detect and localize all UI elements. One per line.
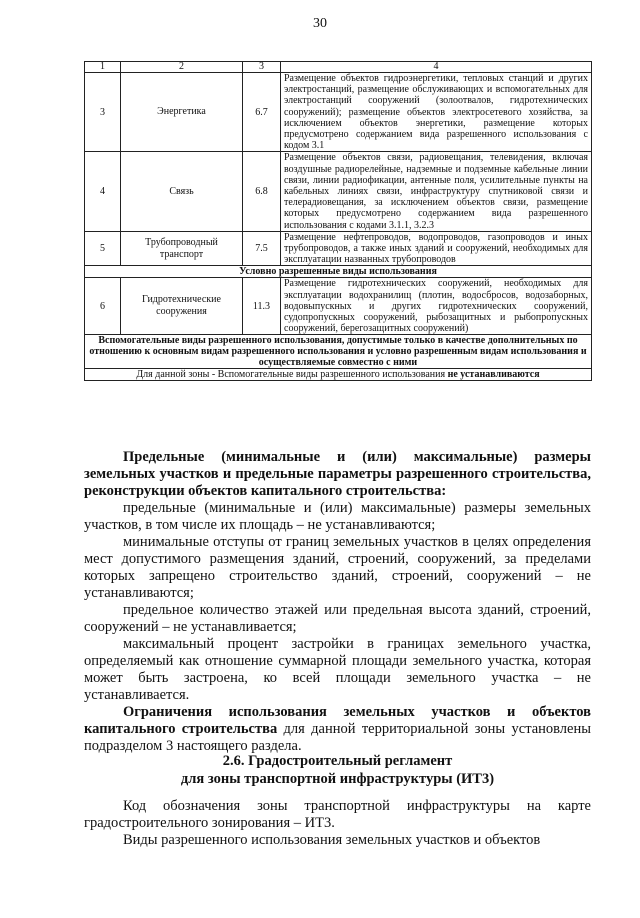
use-name: Связь (121, 152, 243, 231)
auxiliary-note-status: не устанавливаются (447, 369, 540, 381)
use-code: 6.7 (243, 73, 281, 152)
auxiliary-uses-note-row (85, 369, 592, 381)
auxiliary-uses-heading: Вспомогательные виды разрешенного использования, допустимые только в качестве дополнительных по отношению к основным видам разрешенного использования и условно разрешенным видам использования и осуществляемые совместно с ними (85, 335, 592, 369)
section-body (84, 798, 591, 849)
page-number: 30 (313, 16, 327, 31)
limits-paragraph: минимальные отступы от границ земельных участков в целях определения мест допустимого размещения зданий, строений, сооружений, за пределами которых запрещено строительство зданий, строений, сооружений – не устанавливаются; (84, 534, 591, 601)
row-number: 5 (85, 231, 121, 266)
table-row (85, 278, 592, 335)
restrictions-paragraph (84, 704, 591, 755)
use-description: Размещение объектов связи, радиовещания, телевидения, включая воздушные радиорелейные, надземные и подземные кабельные линии связи, линии радиофикации, антенные поля, усилительные пункты на кабельных линиях связи, инфраструктуру спутниковой связи и телерадиовещания, за исключением объектов связи, размещение которых предусмотрено содержанием вида разрешенного использования с кодами 3.1.1, 3.2.3 (281, 152, 592, 231)
row-number: 6 (85, 278, 121, 335)
limits-paragraph: предельные (минимальные и (или) максимальные) размеры земельных участков, в том числе их площадь – не устанавливаются; (84, 500, 591, 533)
limits-block (84, 449, 591, 755)
use-name: Энергетика (121, 73, 243, 152)
table-row (85, 73, 592, 152)
table-row (85, 231, 592, 266)
column-header: 1 (85, 62, 121, 73)
restrictions-bold-text: Ограничения использования земельных участков и объектов капитального строительства (84, 704, 591, 737)
column-header: 4 (281, 62, 592, 73)
limits-paragraph: предельное количество этажей или предельная высота зданий, строений, сооружений – не устанавливается; (84, 602, 591, 635)
section-paragraph: Код обозначения зоны транспортной инфраструктуры на карте градостроительного зонирования – ИТ3. (84, 798, 591, 831)
limits-paragraph: максимальный процент застройки в границах земельного участка, определяемый как отношение суммарной площади земельного участка, которая может быть застроена, ко всей площади земельного участка – не устанавливается. (84, 636, 591, 703)
row-number: 4 (85, 152, 121, 231)
conditional-uses-heading: Условно разрешенные виды использования (85, 266, 592, 278)
section-title-line: 2.6. Градостроительный регламент (222, 753, 453, 769)
column-header: 3 (243, 62, 281, 73)
use-description: Размещение нефтепроводов, водопроводов, газопроводов и иных трубопроводов, а также иных зданий и сооружений, необходимых для эксплуатации названных трубопроводов (281, 231, 592, 266)
restrictions-text: для данной территориальной зоны установлены подразделом 3 настоящего раздела. (84, 721, 591, 754)
limits-heading: Предельные (минимальные и (или) максимальные) размеры земельных участков и предельные параметры разрешенного строительства, реконструкции объектов капитального строительства: (84, 449, 591, 499)
table-header-row (85, 62, 592, 73)
column-header: 2 (121, 62, 243, 73)
conditional-uses-heading-row (85, 266, 592, 278)
regulation-table (84, 61, 592, 381)
auxiliary-uses-heading-row (85, 335, 592, 369)
table-row (85, 152, 592, 231)
use-code: 11.3 (243, 278, 281, 335)
row-number: 3 (85, 73, 121, 152)
use-code: 6.8 (243, 152, 281, 231)
section-title-line: для зоны транспортной инфраструктуры (ИТ3) (180, 771, 495, 787)
section-paragraph: Виды разрешенного использования земельных участков и объектов (123, 832, 541, 848)
use-description: Размещение объектов гидроэнергетики, тепловых станций и других электростанций, размещение обслуживающих и вспомогательных для электростанций сооружений (золоотвалов, гидротехнических сооружений); размещение объектов электросетевого хозяйства, за исключением объектов энергетики, размещение которых предусмотрено содержанием вида разрешенного использования с кодом 3.1 (281, 73, 592, 152)
auxiliary-uses-note (85, 369, 592, 381)
use-name: Гидротехнические сооружения (121, 278, 243, 335)
use-description: Размещение гидротехнических сооружений, необходимых для эксплуатации водохранилищ (плотин, водосбросов, водозаборных, водовыпускных и других гидротехнических сооружений, судопропускных сооружений, рыбозащитных и рыбопропускных сооружений, берегозащитных сооружений) (281, 278, 592, 335)
use-name: Трубопроводный транспорт (121, 231, 243, 266)
section-title (84, 752, 591, 788)
use-code: 7.5 (243, 231, 281, 266)
auxiliary-note-text: Для данной зоны - Вспомогательные виды разрешенного использования (136, 369, 448, 381)
